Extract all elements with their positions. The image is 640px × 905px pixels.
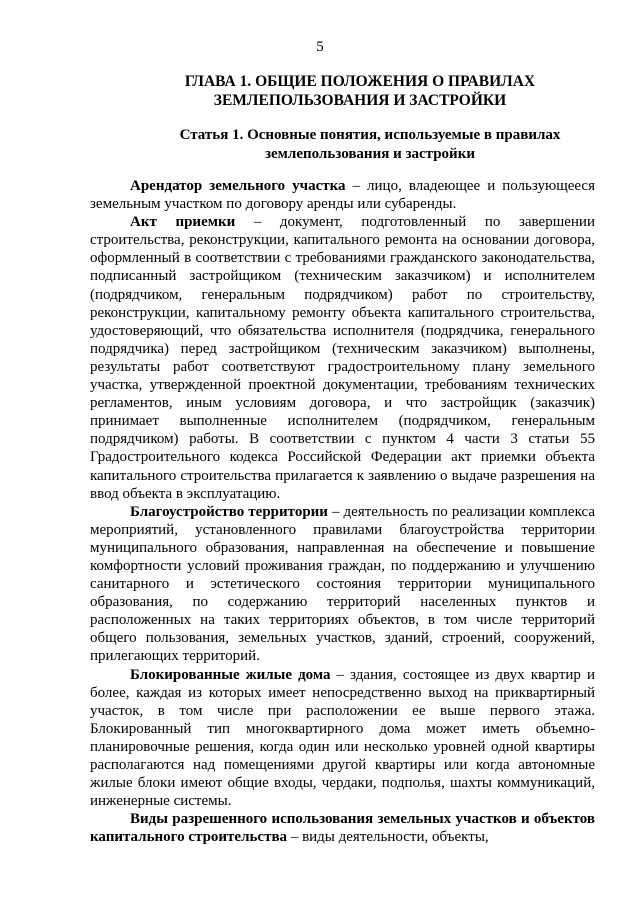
- definition-text: – документ, подготовленный по завершении строительства, реконструкции, капитального ремонта на основании договора, оформленный в соответствии с требованиями гражданского законодательства, подписанный застройщиком (техническим заказчиком) и исполнителем (подрядчиком, генеральным подрядчиком) работ по строительству, реконструкции, капитальному ремонту объекта капитального строительства, удостоверяющий, что обязательства исполнителя (подрядчика, генерального подрядчика) перед застройщиком (техническим заказчиком) выполнены, результаты работ соответствуют градостроительному плану земельного участка, утвержденной проектной документации, требованиям технических регламентов, иным условиям договора, и что застройщик (заказчик) принимает выполненные исполнителем (подрядчиком, генеральным подрядчиком) работы. В соответствии с пунктом 4 части 3 статьи 55 Градостроительного кодекса Российской Федерации акт приемки объекта капитального строительства прилагается к заявлению о выдаче разрешения на ввод объекта в эксплуатацию.: [90, 214, 595, 502]
- definition-landscaping: [90, 503, 595, 666]
- definition-term: Благоустройство территории: [130, 503, 328, 520]
- chapter-title: [130, 72, 590, 110]
- definition-text: – виды деятельности, объекты,: [287, 829, 489, 846]
- definition-text: – лицо, владеющее и пользующееся земельным участком по договору аренды или субаренды.: [90, 178, 595, 213]
- definition-lessee: [90, 177, 595, 213]
- definition-blocked-houses: [90, 666, 595, 811]
- article-title: [150, 126, 590, 164]
- article-title-line-2: землепользования и застройки: [265, 146, 475, 162]
- definition-term: Виды разрешенного использования земельных участков и объектов капитального строительства: [90, 811, 595, 846]
- definition-text: – здания, состоящее из двух квартир и более, каждая из которых имеет непосредственно выход на приквартирный участок, в том числе при расположении ее выше первого этажа. Блокированный тип многоквартирного дома может иметь объемно-планировочные решения, когда один или несколько уровней одной квартиры располагаются над помещениями другой квартиры или когда автономные жилые блоки имеют общие входы, чердаки, подполья, шахты коммуникаций, инженерные системы.: [90, 666, 595, 810]
- article-title-line-1: Статья 1. Основные понятия, используемые в правилах: [179, 127, 561, 143]
- chapter-title-line-1: ГЛАВА 1. ОБЩИЕ ПОЛОЖЕНИЯ О ПРАВИЛАХ: [184, 73, 536, 90]
- definition-text: – деятельность по реализации комплекса мероприятий, установленного правилами благоустройства территории муниципального образования, направленная на обеспечение и повышение комфортности условий проживания граждан, по поддержанию и улучшению санитарного и эстетического состояния территории муниципального образования, по содержанию территорий населенных пунктов и расположенных на таких территориях объектов, в том числе территорий общего пользования, земельных участков, зданий, строений, сооружений, прилегающих территорий.: [90, 503, 595, 665]
- page-number: 5: [316, 39, 324, 55]
- definitions-body: [90, 177, 595, 846]
- definition-acceptance-act: [90, 213, 595, 503]
- definition-term: Акт приемки: [130, 214, 236, 231]
- definition-permitted-use: [90, 810, 595, 846]
- chapter-title-line-2: ЗЕМЛЕПОЛЬЗОВАНИЯ И ЗАСТРОЙКИ: [213, 92, 507, 109]
- definition-term: Арендатор земельного участка: [130, 178, 346, 194]
- definition-term: Блокированные жилые дома: [130, 666, 331, 683]
